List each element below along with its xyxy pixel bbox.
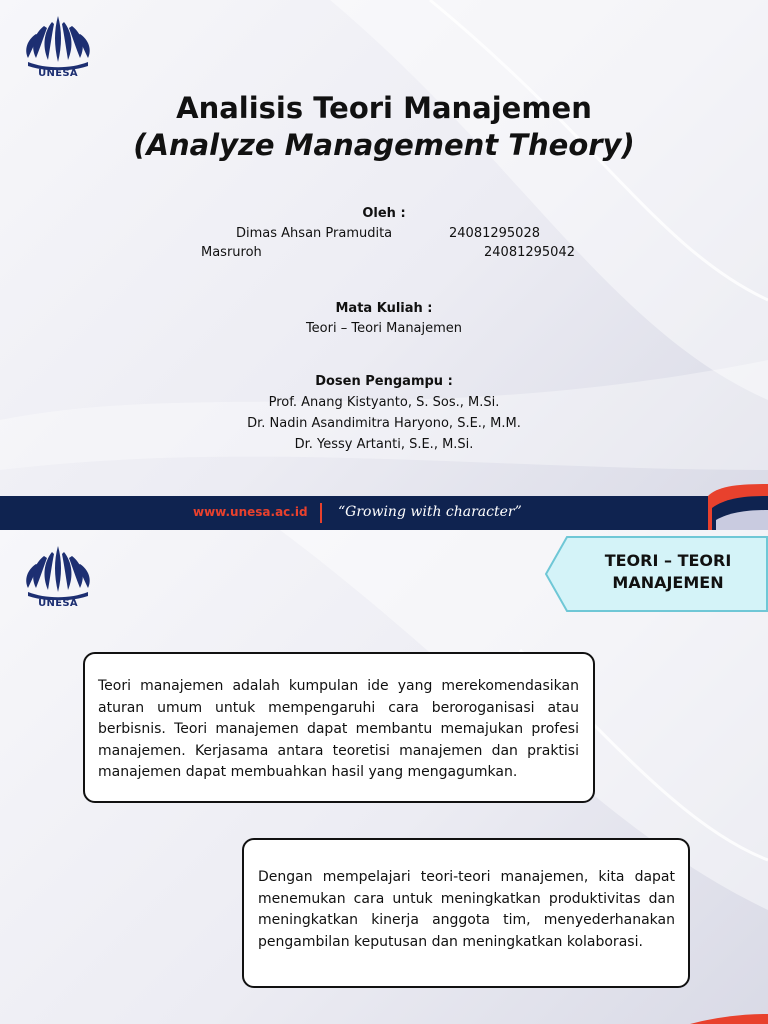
mata-kuliah-label: Mata Kuliah :: [335, 301, 433, 316]
footer-tagline: “Growing with character”: [338, 504, 522, 520]
benefit-text: Dengan mempelajari teori-teori manajemen, kita dapat menemukan cara untuk meningkatkan produktivitas dan meningkatkan kinerja anggota tim, menyederhanakan pengambilan keputusan dan meningkatkan kolaborasi.: [258, 869, 675, 950]
logo-label: UNESA: [38, 598, 78, 609]
corner-accent: [708, 484, 768, 530]
section-title-line2: MANAJEMEN: [612, 573, 724, 592]
logo-label: UNESA: [38, 68, 78, 79]
section-title-line1: TEORI – TEORI: [604, 551, 732, 570]
benefit-box: [242, 838, 690, 988]
author-nim-1: 24081295028: [449, 226, 540, 241]
author-nim-2: 24081295042: [484, 245, 575, 260]
footer-url: www.unesa.ac.id: [193, 505, 308, 519]
dosen-item: Dr. Yessy Artanti, S.E., M.Si.: [294, 437, 474, 452]
dosen-item: Dr. Nadin Asandimitra Haryono, S.E., M.M.: [247, 416, 521, 431]
author-name-2: Masruroh: [201, 245, 262, 260]
author-name-1: Dimas Ahsan Pramudita: [236, 226, 393, 241]
definition-text: Teori manajemen adalah kumpulan ide yang merekomendasikan aturan umum untuk mempengaruhi cara beroroganisasi atau berbisnis. Teori manajemen dapat membantu memajukan profesi manajemen. Kerjasama antara teoretisi manajemen dan praktisi manajemen dapat membuahkan hasil yang mengagumkan.: [98, 678, 579, 780]
title-subtitle: (Analyze Management Theory): [133, 128, 635, 162]
footer-bar: [0, 496, 712, 530]
dosen-item: Prof. Anang Kistyanto, S. Sos., M.Si.: [268, 395, 500, 410]
oleh-label: Oleh :: [362, 206, 406, 221]
title-main: Analisis Teori Manajemen: [176, 91, 592, 125]
footer-divider: [320, 503, 322, 523]
definition-box: [83, 652, 595, 803]
page-title: [0, 90, 768, 164]
content-slide: [0, 530, 768, 1024]
unesa-logo: [22, 542, 94, 612]
unesa-emblem-icon: [22, 542, 94, 600]
section-title: [578, 550, 758, 594]
unesa-logo: [22, 12, 94, 82]
mata-kuliah-value: Teori – Teori Manajemen: [305, 321, 463, 336]
unesa-emblem-icon: [22, 12, 94, 70]
dosen-label: Dosen Pengampu :: [315, 374, 453, 389]
